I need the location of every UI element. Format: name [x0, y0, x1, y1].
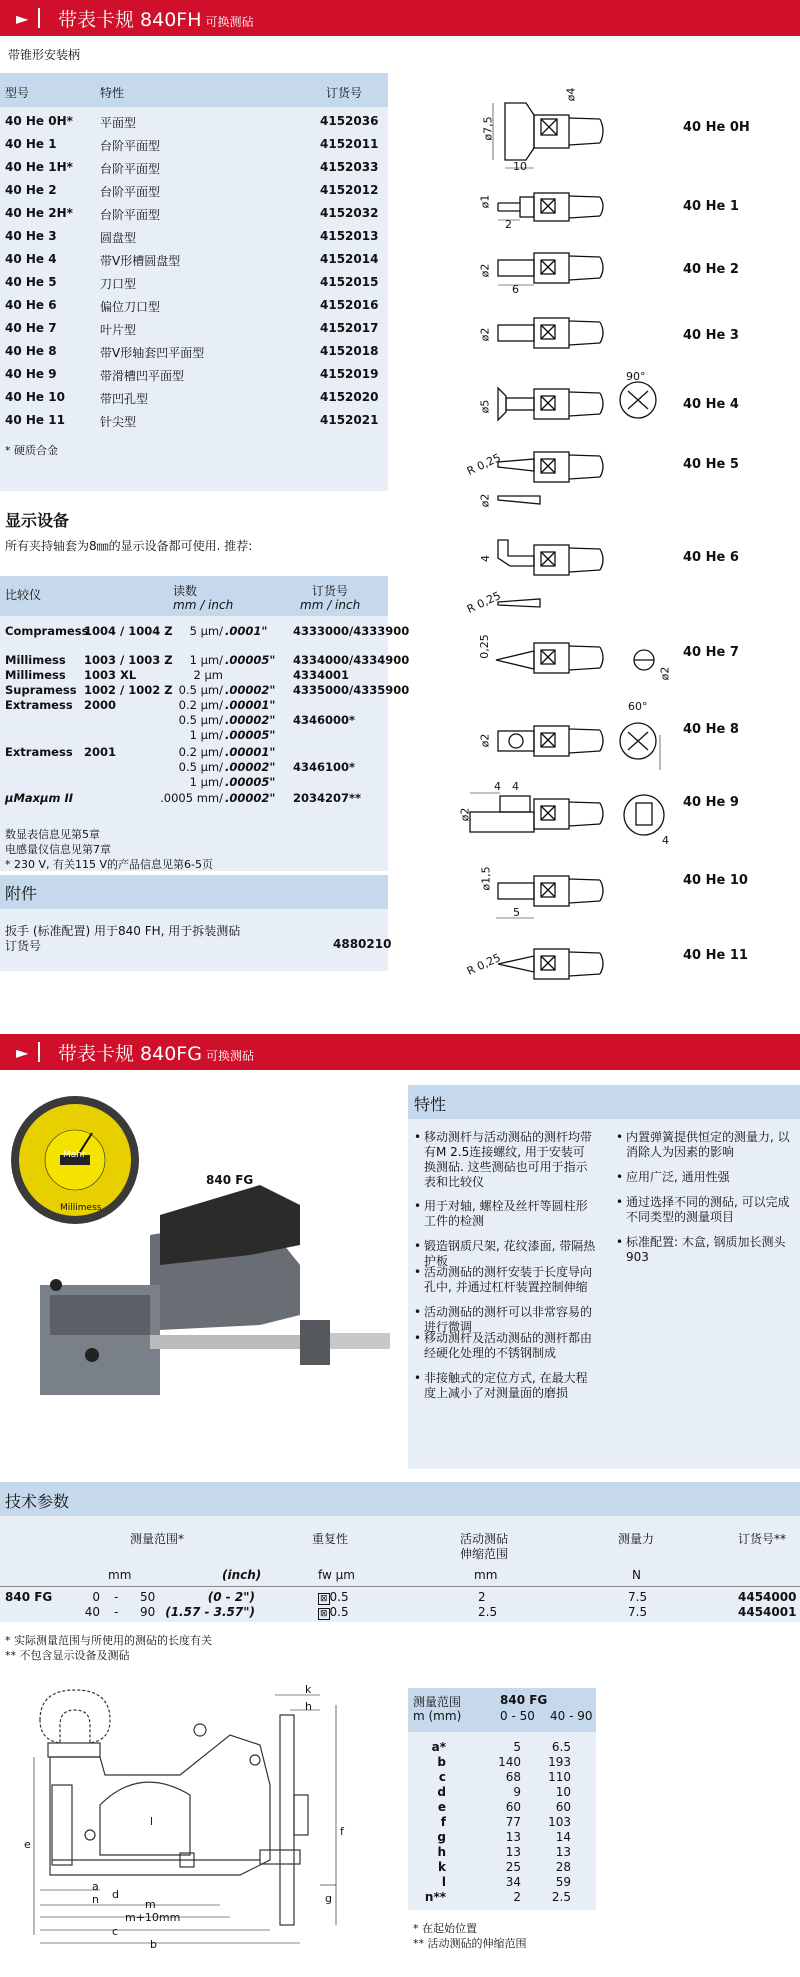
- dim-value-2: 14: [555, 1830, 571, 1844]
- dim-value-1: 140: [498, 1755, 521, 1769]
- dim-letter: e: [437, 1800, 446, 1814]
- display-mm: 0.2 µm/: [178, 698, 223, 712]
- display-name: Millimess: [5, 668, 66, 682]
- tech-title: 技术参数: [5, 1492, 70, 1511]
- display-order: 4334000/4334900: [293, 653, 410, 667]
- tech-order: 4454000: [738, 1590, 797, 1604]
- display-order: 4346100*: [293, 760, 356, 774]
- dim-l4-d: 4: [662, 834, 669, 847]
- feature-item: • 通过选择不同的测砧, 可以完成不同类型的测量项目: [626, 1195, 794, 1225]
- display-inch: .00002": [225, 791, 276, 805]
- col-order: 订货号: [326, 86, 363, 100]
- anvil-order: 4152017: [320, 321, 379, 335]
- tech-header: [0, 1482, 800, 1516]
- label-e: e: [24, 1838, 31, 1851]
- dim-value-2: 103: [548, 1815, 571, 1829]
- dim-value-1: 9: [513, 1785, 521, 1799]
- dim-l4-c: 4: [512, 780, 519, 793]
- anvil-feature: 平面型: [100, 116, 137, 130]
- display-inch: .00001": [225, 745, 276, 759]
- anvil-footnote: * 硬质合金: [5, 444, 58, 457]
- label-c: c: [112, 1925, 119, 1938]
- anvil-order: 4152021: [320, 413, 379, 427]
- display-name: Supramess: [5, 683, 77, 697]
- features-title: 特性: [414, 1095, 447, 1114]
- anvil-feature: 带滑槽凹平面型: [100, 369, 185, 383]
- dim-d2-a: ø2: [478, 263, 492, 278]
- dim-d1: ø1: [478, 194, 492, 209]
- display-mm: 5 µm/: [189, 624, 223, 638]
- dim-value-2: 60: [555, 1800, 571, 1814]
- flatness-box-icon: ⊠: [320, 1609, 328, 1619]
- display-inch: .00005": [225, 775, 276, 789]
- range-to: 90: [140, 1605, 156, 1619]
- display-name: Extramess: [5, 745, 73, 759]
- dim-letter: g: [437, 1830, 446, 1844]
- display-inch: .00005": [225, 728, 276, 742]
- feature-item: • 移动测杆及活动测砧的测杆都由经硬化处理的不锈钢制成: [424, 1331, 596, 1361]
- tech-col-anvil-2: 伸缩范围: [460, 1547, 509, 1561]
- dim-value-1: 2: [513, 1890, 521, 1904]
- display-mm: 0.5 µm/: [178, 683, 223, 697]
- anvil-order: 4152016: [320, 298, 379, 312]
- dim-value-2: 28: [555, 1860, 571, 1874]
- display-order: 4335000/4335900: [293, 683, 410, 697]
- dim-value-2: 59: [555, 1875, 571, 1889]
- tech-col-anvil: 活动测砧: [460, 1532, 509, 1546]
- label-b: b: [150, 1938, 157, 1951]
- measuring-force: 7.5: [628, 1590, 648, 1604]
- anvil-feature: 带V形槽圆盘型: [100, 254, 181, 268]
- dim-l4-b: 4: [494, 780, 501, 793]
- label-m10: m+10mm: [125, 1911, 181, 1924]
- label-h: h: [305, 1700, 312, 1713]
- dim-col-range: 测量范围: [413, 1695, 462, 1709]
- mount-label: 带锥形安装柄: [8, 48, 81, 62]
- tech-col-force: 测量力: [618, 1532, 655, 1546]
- anvil-model: 40 He 9: [5, 367, 57, 381]
- features-header: [408, 1085, 800, 1119]
- anvil-label: 40 He 0H: [683, 120, 750, 135]
- dim-value-1: 13: [505, 1845, 521, 1859]
- display-order: 4333000/4333900: [293, 624, 410, 638]
- range-to: 50: [140, 1590, 156, 1604]
- dim-col-range-unit: m (mm): [413, 1709, 462, 1723]
- dial-brand: Mahr: [63, 1150, 86, 1160]
- anvil-model: 40 He 3: [5, 229, 57, 243]
- range-dash: -: [114, 1605, 119, 1619]
- label-n: n: [92, 1893, 99, 1906]
- feature-item: • 标准配置: 木盒, 钢质加长测头903: [626, 1235, 794, 1265]
- dim-a90: 90°: [626, 370, 646, 383]
- anvil-label: 40 He 7: [683, 645, 739, 660]
- feature-item: • 锻造钢质尺架, 花纹漆面, 带隔热护板: [424, 1239, 596, 1269]
- product-label: 840 FG: [206, 1173, 254, 1187]
- dim-d2-b: ø2: [478, 327, 492, 342]
- accessory-order: 4880210: [333, 937, 392, 951]
- anvil-travel: 2: [478, 1590, 486, 1604]
- anvil-model: 40 He 0H*: [5, 114, 73, 128]
- range-inch: (1.57 - 3.57"): [165, 1605, 255, 1619]
- display-mm: 1 µm/: [189, 728, 223, 742]
- dim-value-1: 25: [505, 1860, 521, 1874]
- tech-unit-inch: (inch): [222, 1568, 262, 1582]
- col-display-order: 订货号: [312, 584, 349, 598]
- display-inch: .00002": [225, 760, 276, 774]
- tech-col-range: 测量范围*: [130, 1532, 185, 1546]
- display-mm: 0.2 µm/: [178, 745, 223, 759]
- label-a: a: [92, 1880, 99, 1893]
- dim-value-2: 193: [548, 1755, 571, 1769]
- label-f: f: [340, 1825, 344, 1838]
- display-note-2: 电感量仪信息见第7章: [5, 843, 111, 856]
- anvil-label: 40 He 3: [683, 328, 739, 343]
- display-order: 2034207**: [293, 791, 362, 805]
- tech-unit-mm: mm: [108, 1568, 132, 1582]
- dim-value-2: 13: [555, 1845, 571, 1859]
- tech-model: 840 FG: [5, 1590, 53, 1604]
- col-comparator: 比较仪: [5, 588, 42, 602]
- dim-l4-a: 4: [479, 555, 492, 562]
- anvil-order: 4152036: [320, 114, 379, 128]
- anvil-model: 40 He 6: [5, 298, 57, 312]
- dim-l10: 10: [513, 160, 527, 173]
- display-mm: 0.5 µm/: [178, 713, 223, 727]
- anvil-label: 40 He 9: [683, 795, 739, 810]
- display-model: 2001: [84, 745, 117, 759]
- dim-d2-c: ø2: [478, 493, 492, 508]
- display-mm: 1 µm/: [189, 653, 223, 667]
- range-from: 40: [84, 1605, 100, 1619]
- anvil-model: 40 He 1H*: [5, 160, 73, 174]
- repeatability: [318, 1605, 349, 1619]
- anvil-model: 40 He 4: [5, 252, 57, 266]
- anvil-model: 40 He 11: [5, 413, 65, 427]
- display-mm: 0.5 µm/: [178, 760, 223, 774]
- play-arrow-icon: ►: [16, 1043, 29, 1062]
- anvil-label: 40 He 11: [683, 948, 748, 963]
- dim-value-2: 110: [548, 1770, 571, 1784]
- display-mm: .0005 mm/: [160, 791, 223, 805]
- dim-note-1: * 在起始位置: [413, 1922, 477, 1935]
- dim-letter: a*: [431, 1740, 446, 1754]
- anvil-label: 40 He 10: [683, 873, 748, 888]
- anvil-model: 40 He 1: [5, 137, 57, 151]
- anvil-feature: 刀口型: [100, 277, 137, 291]
- dim-letter: n**: [424, 1890, 446, 1904]
- anvil-label: 40 He 1: [683, 199, 739, 214]
- dim-l5: 5: [513, 906, 520, 919]
- dim-l6: 6: [512, 283, 519, 296]
- dim-l025: 0,25: [477, 634, 491, 659]
- play-arrow-icon: ►: [16, 9, 29, 28]
- dim-value-2: 10: [555, 1785, 571, 1799]
- display-desc: 所有夹持轴套为8㎜的显示设备都可使用. 推荐:: [5, 539, 253, 553]
- dim-col-range-2: 40 - 90: [550, 1709, 593, 1723]
- anvil-label: 40 He 2: [683, 262, 739, 277]
- anvil-order: 4152012: [320, 183, 379, 197]
- dim-d5: ø5: [478, 399, 492, 414]
- anvil-feature: 叶片型: [100, 323, 137, 337]
- dim-value-1: 5: [513, 1740, 521, 1754]
- dim-letter: l: [441, 1875, 446, 1889]
- dim-a60: 60°: [628, 700, 648, 713]
- accessory-title: 附件: [5, 884, 38, 903]
- col-model: 型号: [5, 86, 30, 100]
- feature-item: • 内置弹簧提供恒定的测量力, 以消除人为因素的影响: [626, 1130, 794, 1160]
- anvil-order: 4152018: [320, 344, 379, 358]
- display-model: 1002 / 1002 Z: [84, 683, 173, 697]
- feature-item: • 用于对轴, 螺栓及丝杆等圆柱形工件的检测: [424, 1199, 596, 1229]
- anvil-travel: 2.5: [478, 1605, 498, 1619]
- accessory-desc: 扳手 (标准配置) 用于840 FH, 用于拆装测砧: [5, 924, 241, 938]
- anvil-feature: 偏位刀口型: [100, 300, 161, 314]
- tech-divider: [0, 1586, 800, 1587]
- anvil-order: 4152013: [320, 229, 379, 243]
- dim-value-1: 34: [505, 1875, 521, 1889]
- anvil-model: 40 He 8: [5, 344, 57, 358]
- col-reading-unit: mm / inch: [173, 598, 234, 612]
- anvil-feature: 针尖型: [100, 415, 137, 429]
- display-mm: 2 µm: [193, 668, 223, 682]
- dim-value-2: 6.5: [551, 1740, 571, 1754]
- feature-item: • 应用广泛, 通用性强: [626, 1170, 794, 1185]
- display-order: 4346000*: [293, 713, 356, 727]
- anvil-feature: 台阶平面型: [100, 139, 161, 153]
- anvil-order: 4152011: [320, 137, 379, 151]
- anvil-label: 40 He 4: [683, 397, 739, 412]
- range-from: 0: [92, 1590, 100, 1604]
- label-d: d: [112, 1888, 119, 1901]
- divider: [38, 1042, 40, 1062]
- display-inch: .00002": [225, 713, 276, 727]
- display-inch: .00001": [225, 698, 276, 712]
- dim-d2-d: ø2: [658, 666, 672, 681]
- display-note-3: * 230 V, 有关115 V的产品信息见第6-5页: [5, 858, 213, 871]
- col-display-order-unit: mm / inch: [300, 598, 361, 612]
- col-feature: 特性: [100, 86, 125, 100]
- anvil-feature: 台阶平面型: [100, 208, 161, 222]
- dim-d15: ø1,5: [479, 866, 493, 891]
- label-k: k: [305, 1683, 312, 1696]
- feature-item: • 非接触式的定位方式, 在最大程度上减小了对测量面的磨损: [424, 1371, 596, 1401]
- anvil-model: 40 He 5: [5, 275, 57, 289]
- section1-title: 带表卡规 840FH 可换测砧: [58, 9, 254, 31]
- dim-note-2: ** 活动测砧的伸缩范围: [413, 1937, 527, 1950]
- label-g: g: [325, 1892, 332, 1905]
- dim-value-1: 60: [505, 1800, 521, 1814]
- dim-r025-a: R 0,25: [464, 451, 503, 478]
- display-model: 1003 / 1003 Z: [84, 653, 173, 667]
- measuring-force: 7.5: [628, 1605, 648, 1619]
- tech-unit-mm2: mm: [474, 1568, 498, 1582]
- flatness-box-icon: ⊠: [320, 1594, 328, 1604]
- display-model: 1003 XL: [84, 668, 137, 682]
- tech-note-1: * 实际测量范围与所使用的测砧的长度有关: [5, 1634, 212, 1647]
- display-name: Compramess: [5, 624, 89, 638]
- dim-d4: ø4: [564, 87, 578, 102]
- anvil-order: 4152032: [320, 206, 379, 220]
- dim-value-1: 77: [505, 1815, 521, 1829]
- dim-letter: h: [437, 1845, 446, 1859]
- display-order: 4334001: [293, 668, 350, 682]
- repeatability: [318, 1590, 349, 1604]
- display-title: 显示设备: [5, 511, 70, 530]
- display-name: Millimess: [5, 653, 66, 667]
- label-l: l: [150, 1815, 154, 1828]
- display-note-1: 数显表信息见第5章: [5, 828, 100, 841]
- anvil-feature: 台阶平面型: [100, 185, 161, 199]
- anvil-feature: 圆盘型: [100, 231, 137, 245]
- tech-col-order: 订货号**: [738, 1532, 787, 1546]
- display-model: 1004 / 1004 Z: [84, 624, 173, 638]
- dim-letter: d: [437, 1785, 446, 1799]
- anvil-model: 40 He 7: [5, 321, 57, 335]
- anvil-feature: 带V形轴套凹平面型: [100, 346, 205, 360]
- dim-r025-b: R 0,25: [464, 589, 503, 616]
- dim-letter: k: [438, 1860, 446, 1874]
- anvil-model: 40 He 2: [5, 183, 57, 197]
- range-inch: (0 - 2"): [207, 1590, 255, 1604]
- dim-value-1: 68: [505, 1770, 521, 1784]
- product-photo: [0, 1085, 400, 1415]
- tech-col-repeat: 重复性: [312, 1532, 349, 1546]
- anvil-feature: 带凹孔型: [100, 392, 149, 406]
- dim-d2-e: ø2: [478, 733, 492, 748]
- tech-order: 4454001: [738, 1605, 797, 1619]
- anvil-label: 40 He 5: [683, 457, 739, 472]
- anvil-order: 4152015: [320, 275, 379, 289]
- dim-col-model: 840 FG: [500, 1693, 548, 1707]
- anvil-label: 40 He 8: [683, 722, 739, 737]
- dim-r025-c: R 0,25: [464, 951, 503, 978]
- repeatability-value: 0.5: [329, 1605, 349, 1619]
- tech-unit-n: N: [632, 1568, 641, 1582]
- anvil-order: 4152014: [320, 252, 379, 266]
- accessory-order-label: 订货号: [5, 939, 42, 953]
- anvil-order: 4152020: [320, 390, 379, 404]
- display-name: µMaxµm II: [5, 791, 74, 805]
- display-inch: .0001": [225, 624, 268, 638]
- display-name: Extramess: [5, 698, 73, 712]
- feature-item: • 移动测杆与活动测砧的测杆均带有M 2.5连接螺纹, 用于安装可换测砧. 这些测砧也可用于指示表和比较仪: [424, 1130, 596, 1190]
- col-reading: 读数: [173, 584, 198, 598]
- anvil-feature: 台阶平面型: [100, 162, 161, 176]
- tech-note-2: ** 不包含显示设备及测砧: [5, 1649, 130, 1662]
- dial-name: Millimess: [60, 1203, 102, 1213]
- display-inch: .00005": [225, 653, 276, 667]
- anvil-label: 40 He 6: [683, 550, 739, 565]
- section2-title: 带表卡规 840FG 可换测砧: [58, 1043, 254, 1065]
- anvil-order: 4152033: [320, 160, 379, 174]
- dim-d2-f: ø2: [458, 807, 472, 822]
- feature-item: • 活动测砧的测杆可以非常容易的进行微调: [424, 1305, 596, 1335]
- dim-l2: 2: [505, 218, 512, 231]
- dim-letter: c: [438, 1770, 446, 1784]
- tech-unit-fw: fw µm: [318, 1568, 355, 1582]
- anvil-model: 40 He 2H*: [5, 206, 73, 220]
- repeatability-value: 0.5: [329, 1590, 349, 1604]
- dim-value-2: 2.5: [551, 1890, 571, 1904]
- dim-letter: f: [440, 1815, 446, 1829]
- range-dash: -: [114, 1590, 119, 1604]
- display-inch: .00002": [225, 683, 276, 697]
- feature-item: • 活动测砧的测杆安装于长度导向孔中, 并通过杠杆装置控制伸缩: [424, 1265, 596, 1295]
- label-m: m: [145, 1898, 156, 1911]
- dim-col-range-1: 0 - 50: [500, 1709, 535, 1723]
- dim-letter: b: [437, 1755, 446, 1769]
- anvil-model: 40 He 10: [5, 390, 65, 404]
- section2-header-bar: [0, 1034, 800, 1070]
- display-mm: 1 µm/: [189, 775, 223, 789]
- dim-d75: ø7,5: [481, 116, 495, 141]
- anvil-order: 4152019: [320, 367, 379, 381]
- display-model: 2000: [84, 698, 117, 712]
- dim-value-1: 13: [505, 1830, 521, 1844]
